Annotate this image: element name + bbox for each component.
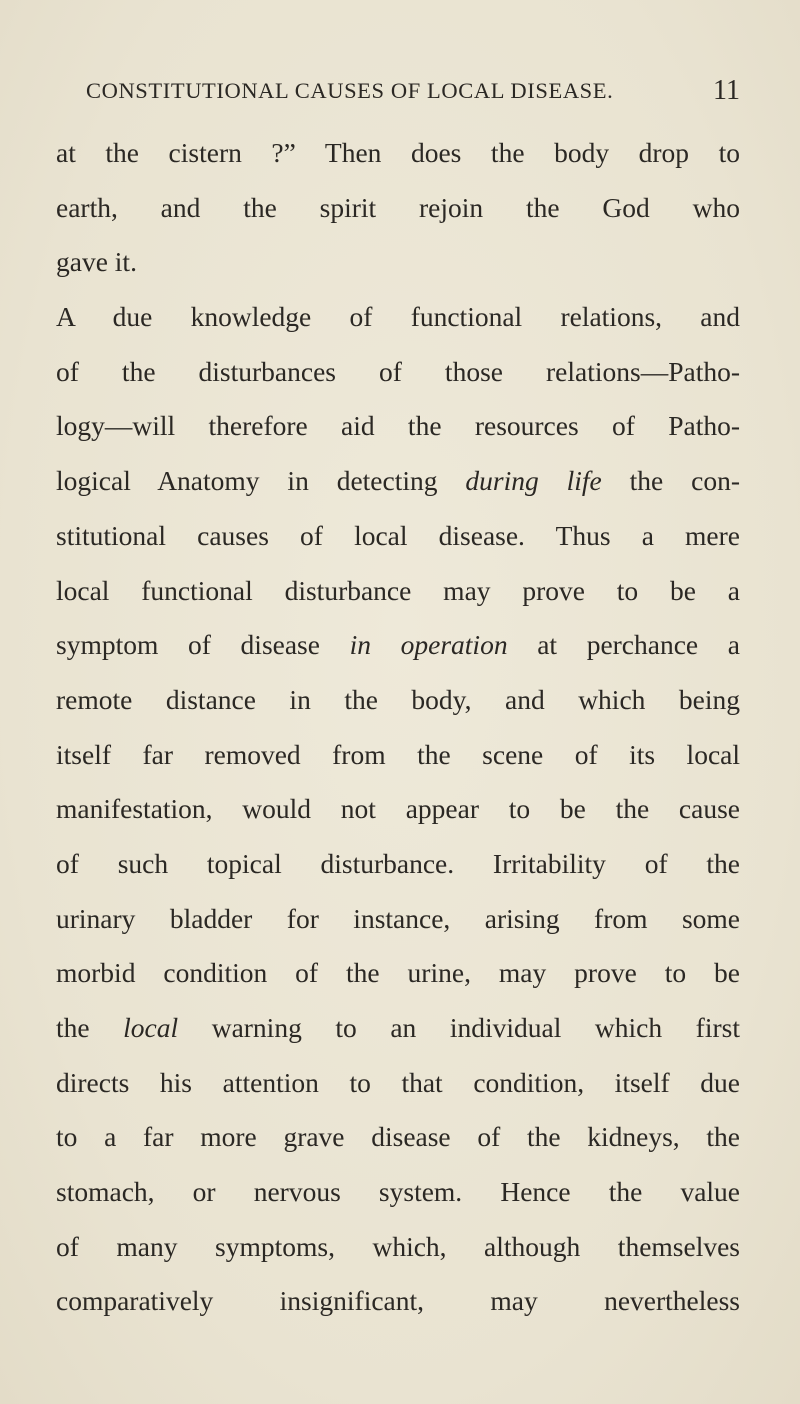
text-line: at the cistern ?” Then does the body drop to <box>56 137 740 168</box>
body-text <box>56 126 740 1329</box>
running-head <box>86 75 740 108</box>
text-line: stitutional causes of local disease. Thus a mere <box>56 519 740 551</box>
text-line: remote distance in the body, and which being <box>56 683 740 715</box>
italic-emphasis: during life <box>465 465 602 497</box>
text-line: symptom of disease in operation at perchance a <box>56 629 740 661</box>
text-line: gave it. <box>56 246 137 278</box>
text-line: urinary bladder for instance, arising from some <box>56 902 740 934</box>
running-title: CONSTITUTIONAL CAUSES OF LOCAL DISEASE. <box>86 78 614 103</box>
text-line: local functional disturbance may prove to be a <box>56 574 740 606</box>
text-line: stomach, or nervous system. Hence the value <box>56 1176 740 1208</box>
text-line: logy—will therefore aid the resources of Patho- <box>56 410 740 442</box>
italic-emphasis: in operation <box>349 629 508 661</box>
text-line: A due knowledge of functional relations, and <box>56 301 740 333</box>
text-line: morbid condition of the urine, may prove to be <box>56 957 740 989</box>
text-line: directs his attention to that condition, itself due <box>56 1066 740 1098</box>
text-line: manifestation, would not appear to be the cause <box>56 793 740 825</box>
text-line: to a far more grave disease of the kidneys, the <box>56 1121 740 1153</box>
text-line: earth, and the spirit rejoin the God who <box>56 191 740 223</box>
text-line: of many symptoms, which, although themselves <box>56 1230 740 1262</box>
text-line: of the disturbances of those relations—Patho- <box>56 355 740 387</box>
text-line: comparatively insignificant, may nevertheless <box>56 1285 740 1317</box>
text-line: of such topical disturbance. Irritability of the <box>56 847 740 879</box>
text-line: logical Anatomy in detecting during life the con- <box>56 465 740 497</box>
page-number: 11 <box>713 75 740 106</box>
italic-emphasis: local <box>123 1012 179 1043</box>
text-line: itself far removed from the scene of its local <box>56 738 740 770</box>
text-line: the local warning to an individual which first <box>56 1012 740 1043</box>
